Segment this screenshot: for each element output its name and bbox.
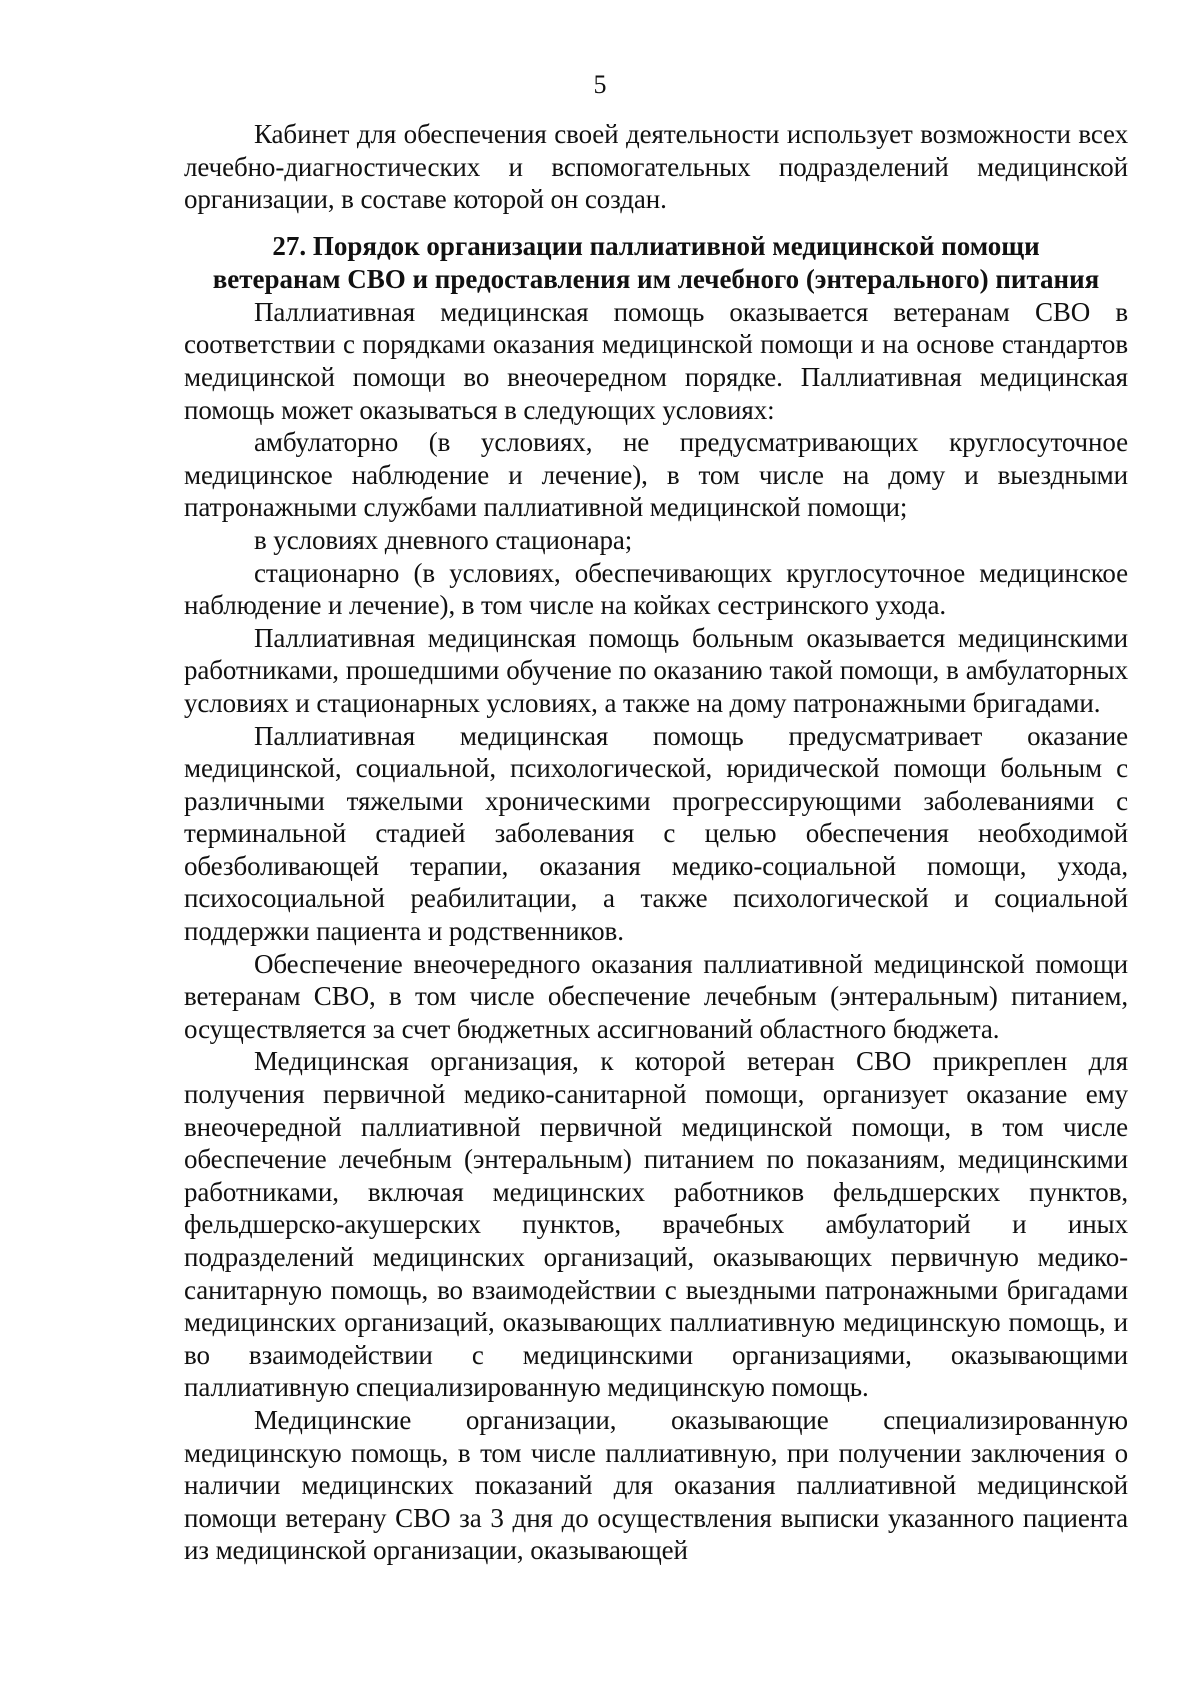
section-heading-line-2: ветеранам СВО и предоставления им лечебного (энтерального) питания [212, 263, 1100, 294]
paragraph-palliative-scope: Паллиативная медицинская помощь предусматривает оказание медицинской, социальной, психологической, юридической помощи больным с различными тяжелыми хроническими прогрессирующими заболеваниями с терминальной стадией заболевания с целью обеспечения необходимой обезболивающей терапии, оказания медико-социальной помощи, ухода, психосоциальной реабилитации, а также психологической и социальной поддержки пациента и родственников. [184, 720, 1128, 947]
paragraph-specialized-organizations: Медицинские организации, оказывающие специализированную медицинскую помощь, в том числе паллиативную, при получении заключения о наличии медицинских показаний для оказания паллиативной медицинской помощи ветерану СВО за 3 дня до осуществления выписки указанного пациента из медицинской организации, оказывающей [184, 1404, 1128, 1566]
paragraph-palliative-conditions: Паллиативная медицинская помощь оказывается ветеранам СВО в соответствии с порядками оказания медицинской помощи и на основе стандартов медицинской помощи во внеочередном порядке. Паллиативная медицинская помощь может оказываться в следующих условиях: [184, 296, 1128, 425]
intro-paragraph: Кабинет для обеспечения своей деятельности использует возможности всех лечебно-диагностических и вспомогательных подразделений медицинской организации, в составе которой он создан. [184, 119, 1128, 215]
page-number: 5 [593, 70, 607, 99]
paragraph-day-hospital: в условиях дневного стационара; [254, 524, 633, 555]
paragraph-inpatient: стационарно (в условиях, обеспечивающих круглосуточное медицинское наблюдение и лечение), в том числе на койках сестринского ухода. [184, 557, 1128, 621]
paragraph-outpatient: амбулаторно (в условиях, не предусматривающих круглосуточное медицинское наблюдение и лечение), в том числе на дому и выездными патронажными службами паллиативной медицинской помощи; [184, 427, 1128, 523]
section-heading-line-1: 27. Порядок организации паллиативной медицинской помощи [272, 230, 1040, 261]
section-heading [184, 230, 1128, 296]
paragraph-primary-care-organization: Медицинская организация, к которой ветеран СВО прикреплен для получения первичной медико-санитарной помощи, организует оказание ему внеочередной паллиативной первичной медицинской помощи, в том числе обеспечение лечебным (энтеральным) питанием по показаниям, медицинскими работниками, включая медицинских работников фельдшерских пунктов, фельдшерско-акушерских пунктов, врачебных амбулаторий и иных подразделений медицинских организаций, оказывающих первичную медико-санитарную помощь, во взаимодействии с выездными патронажными бригадами медицинских организаций, оказывающих паллиативную медицинскую помощь, и во взаимодействии с медицинскими организациями, оказывающими паллиативную специализированную медицинскую помощь. [184, 1046, 1128, 1403]
page-content [184, 118, 1128, 1567]
paragraph-medical-workers: Паллиативная медицинская помощь больным оказывается медицинскими работниками, прошедшими обучение по оказанию такой помощи, в амбулаторных условиях и стационарных условиях, а также на дому патронажными бригадами. [184, 622, 1128, 718]
paragraph-funding: Обеспечение внеочередного оказания паллиативной медицинской помощи ветеранам СВО, в том числе обеспечение лечебным (энтеральным) питанием, осуществляется за счет бюджетных ассигнований областного бюджета. [184, 948, 1128, 1044]
